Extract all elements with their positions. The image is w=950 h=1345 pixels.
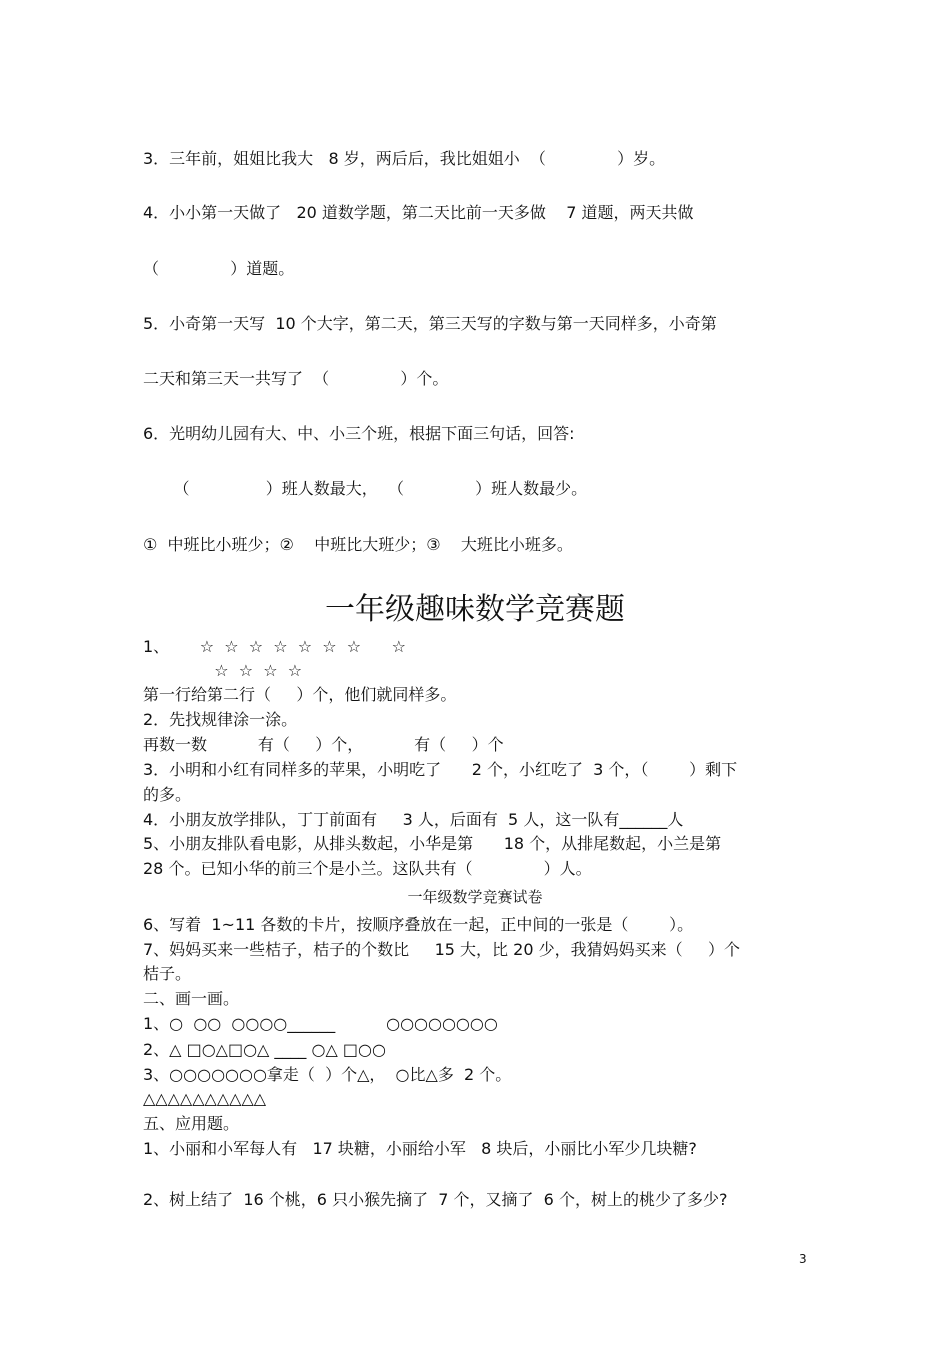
question-5-line-1: 5．小奇第一天写 10 个大字，第二天，第三天写的字数与第一天同样多，小奇第 xyxy=(143,314,717,333)
question-6-clues: ① 中班比小班少；② 中班比大班少；③ 大班比小班多。 xyxy=(143,535,573,554)
question-4-line-2: （ ）道题。 xyxy=(143,259,295,278)
question-5-line-2: 二天和第三天一共写了 （ ）个。 xyxy=(143,369,449,388)
question-6-line-1: 6．光明幼儿园有大、中、小三个班，根据下面三句话，回答: xyxy=(143,424,575,443)
question-6-line-2: （ ）班人数最大， （ ）班人数最少。 xyxy=(143,479,588,498)
page-number: 3 xyxy=(799,1252,807,1266)
application-question-1: 1、小丽和小军每人有 17 块糖，小丽给小军 8 块后，小丽比小军少几块糖? xyxy=(143,1139,697,1158)
question-4-line-1: 4．小小第一天做了 20 道数学题，第二天比前一天多做 7 道题，两天共做 xyxy=(143,203,694,222)
application-question-2: 2、树上结了 16 个桃，6 只小猴先摘了 7 个，又摘了 6 个，树上的桃少了多少? xyxy=(143,1190,728,1209)
question-3-line-2: 的多。 xyxy=(143,785,192,804)
question-7-line-1: 7、妈妈买来一些桔子，桔子的个数比 15 大，比 20 少，我猜妈妈买来（ ）个 xyxy=(143,940,741,959)
triangle-row: △△△△△△△△△△ xyxy=(143,1089,267,1108)
star-row-1: 1、 ☆ ☆ ☆ ☆ ☆ ☆ ☆ ☆ xyxy=(143,637,406,656)
question-5-line-1: 5、小朋友排队看电影，从排头数起，小华是第 18 个，从排尾数起，小兰是第 xyxy=(143,834,722,853)
page-title: 一年级趣味数学竞赛题 xyxy=(325,592,625,627)
section-application-heading: 五、应用题。 xyxy=(143,1114,240,1133)
section-draw-heading: 二、画一画。 xyxy=(143,989,240,1008)
question-7-line-2: 桔子。 xyxy=(143,964,192,983)
question-6: 6、写着 1~11 各数的卡片，按顺序叠放在一起，正中间的一张是（ ）。 xyxy=(143,915,694,934)
question-1-text: 第一行给第二行（ ）个，他们就同样多。 xyxy=(143,685,457,704)
question-3-line-1: 3．小明和小红有同样多的苹果，小明吃了 2 个，小红吃了 3 个，（ ）剩下 xyxy=(143,760,738,779)
draw-question-3: 3、○○○○○○○拿走（ ）个△， ○比△多 2 个。 xyxy=(143,1065,512,1084)
question-2-line-1: 2．先找规律涂一涂。 xyxy=(143,710,298,729)
question-2-line-2: 再数一数 有（ ）个， 有（ ）个 xyxy=(143,735,504,754)
question-3: 3．三年前，姐姐比我大 8 岁，两后后，我比姐姐小 （ ）岁。 xyxy=(143,149,666,168)
section-subtitle: 一年级数学竞赛试卷 xyxy=(407,888,543,906)
draw-question-1: 1、○ ○○ ○○○○______ ○○○○○○○○ xyxy=(143,1014,498,1033)
star-row-2: ☆ ☆ ☆ ☆ xyxy=(143,661,303,680)
question-4: 4．小朋友放学排队，丁丁前面有 3 人，后面有 5 人，这一队有______人 xyxy=(143,810,684,829)
draw-question-2: 2、△ □○△□○△ ____ ○△ □○○ xyxy=(143,1040,386,1059)
question-5-line-2: 28 个。已知小华的前三个是小兰。这队共有（ ）人。 xyxy=(143,859,592,878)
